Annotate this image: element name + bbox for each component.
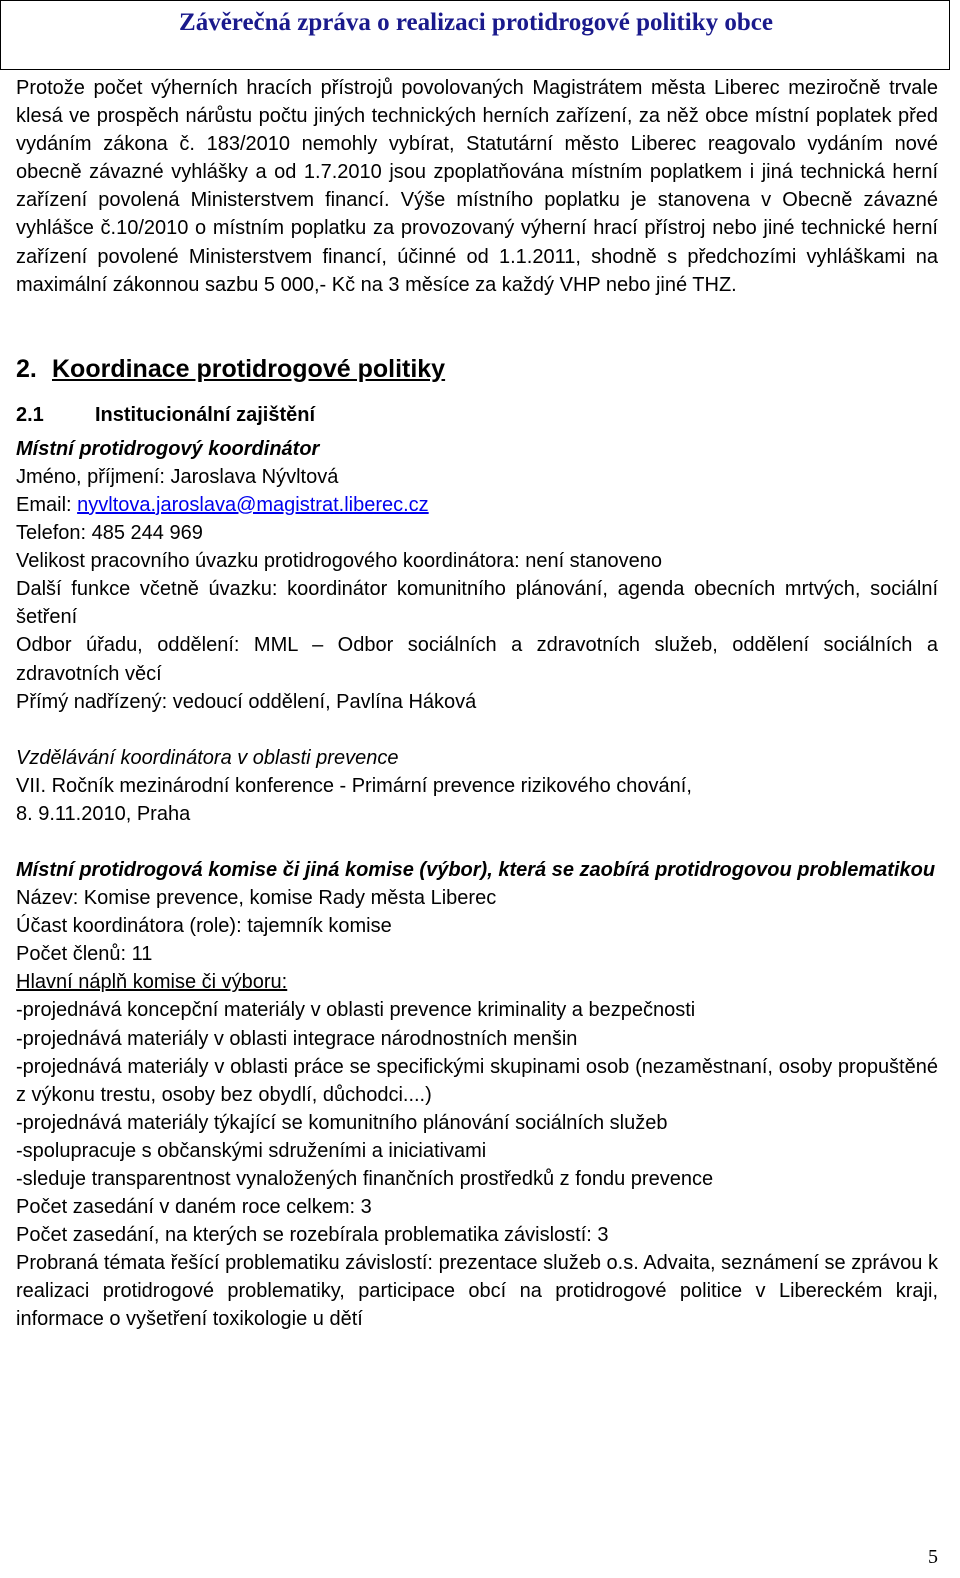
coordinator-name: Jméno, příjmení: Jaroslava Nývltová <box>16 465 339 488</box>
coordinator-heading: Místní protidrogový koordinátor <box>16 437 320 460</box>
coordinator-other-functions: Další funkce včetně úvazku: koordinátor komunitního plánování, agenda obecních mrtvých, sociální šetření <box>16 578 938 629</box>
commission-members: Počet členů: 11 <box>16 943 153 966</box>
intro-paragraph: Protože počet výherních hracích přístrojů povolovaných Magistrátem města Liberec meziročně trvale klesá ve prospěch nárůstu počtu jiných technických herních zařízení, za něž obce místní poplatek před vydáním zákona č. 183/2010 nemohly vybírat, Statutární město Liberec reagovalo vydáním nové obecně závazné vyhlášky a od 1.7.2010 jsou zpoplatňována místním poplatkem i jiná technická herní zařízení povolená Ministerstvem financí. Výše místního poplatku je stanovena v Obecně závazné vyhlášce č.10/2010 o místním poplatku za provozovaný výherní hrací přístroj nebo jiné technické herní zařízení povolené Ministerstvem financí, účinné od 1.1.2011, shodně s předchozími vyhláškami na maximální zákonnou sazbu 5 000,- Kč na 3 měsíce za každý VHP nebo jiné THZ. <box>16 77 938 296</box>
coordinator-workload: Velikost pracovního úvazku protidrogového koordinátora: není stanoveno <box>16 550 662 573</box>
commission-item: -projednává materiály v oblasti práce se specifickými skupinami osob (nezaměstnaní, osoby propuštěné z výkonu trestu, osoby bez obydlí, důchodci....) <box>16 1055 938 1106</box>
commission-item: -spolupracuje s občanskými sdruženími a iniciativami <box>16 1139 487 1162</box>
commission-item: -projednává materiály v oblasti integrace národnostních menšin <box>16 1027 578 1050</box>
section-title: Koordinace protidrogové politiky <box>52 354 446 383</box>
education-line: VII. Ročník mezinárodní konference - Primární prevence rizikového chování, <box>16 774 692 797</box>
page-title: Závěrečná zpráva o realizaci protidrogové politiky obce <box>179 9 773 36</box>
coordinator-superior: Přímý nadřízený: vedoucí oddělení, Pavlína Háková <box>16 690 477 713</box>
subsection-heading <box>16 395 938 435</box>
commission-role: Účast koordinátora (role): tajemník komise <box>16 915 392 938</box>
education-date: 8. 9.11.2010, Praha <box>16 802 191 825</box>
spacer <box>16 716 938 744</box>
email-link[interactable]: nyvltova.jaroslava@magistrat.liberec.cz <box>77 493 429 516</box>
spacer <box>16 828 938 856</box>
commission-topics: Probraná témata řešící problematiku závislostí: prezentace služeb o.s. Advaita, seznámení se zprávou k realizaci protidrogové problematiky, participace obcí na protidrogové politice v Libereckém kraji, informace o vyšetření toxikologie u dětí <box>16 1252 938 1331</box>
coordinator-phone: Telefon: 485 244 969 <box>16 522 203 545</box>
commission-item: -projednává materiály týkající se komunitního plánování sociálních služeb <box>16 1111 668 1134</box>
commission-item: -sleduje transparentnost vynaložených finančních prostředků z fondu prevence <box>16 1168 714 1190</box>
coordinator-email-line <box>16 491 938 519</box>
header-box <box>0 0 950 70</box>
commission-main-label: Hlavní náplň komise či výboru: <box>16 971 288 994</box>
spacer <box>16 299 938 355</box>
subsection-number: 2.1 <box>16 403 44 426</box>
section-heading <box>16 355 938 383</box>
commission-meetings-total: Počet zasedání v daném roce celkem: 3 <box>16 1196 372 1219</box>
commission-meetings-addiction: Počet zasedání, na kterých se rozebírala problematika závislostí: 3 <box>16 1224 609 1247</box>
page-content <box>16 74 938 1334</box>
page-number: 5 <box>928 1546 938 1568</box>
commission-name: Název: Komise prevence, komise Rady města Liberec <box>16 887 497 910</box>
commission-item: -projednává koncepční materiály v oblasti prevence kriminality a bezpečnosti <box>16 999 696 1022</box>
email-label: Email: <box>16 493 78 516</box>
subsection-title: Institucionální zajištění <box>95 403 316 426</box>
section-number: 2. <box>16 354 37 383</box>
commission-heading: Místní protidrogová komise či jiná komise (výbor), která se zaobírá protidrogovou problematikou <box>16 858 936 881</box>
education-heading: Vzdělávání koordinátora v oblasti prevence <box>16 746 399 769</box>
coordinator-department: Odbor úřadu, oddělení: MML – Odbor sociálních a zdravotních služeb, oddělení sociálních a zdravotních věcí <box>16 634 938 685</box>
